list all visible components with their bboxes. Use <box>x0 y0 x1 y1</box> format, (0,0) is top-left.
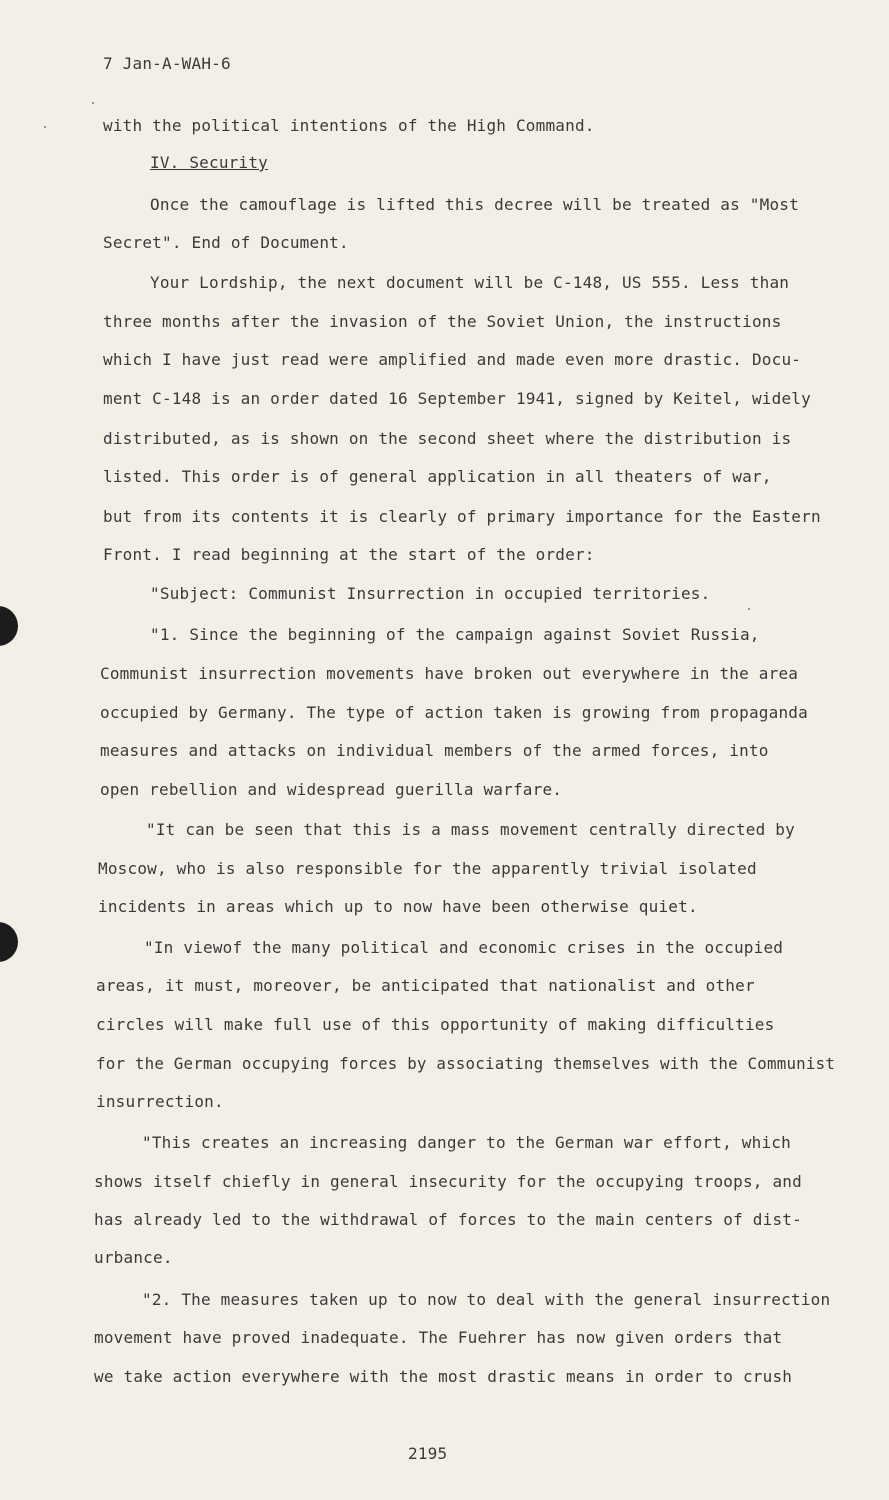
document-reference: 7 Jan-A-WAH-6 <box>103 54 231 73</box>
text-line: movement have proved inadequate. The Fuehrer has now given orders that <box>94 1328 783 1347</box>
text-line: open rebellion and widespread guerilla warfare. <box>100 780 563 799</box>
text-line: has already led to the withdrawal of forces to the main centers of dist- <box>94 1210 802 1229</box>
text-line: which I have just read were amplified and made even more drastic. Docu- <box>103 350 802 369</box>
text-line: circles will make full use of this opportunity of making difficulties <box>96 1015 775 1034</box>
page-number: 2195 <box>408 1444 448 1463</box>
text-line: "This creates an increasing danger to the German war effort, which <box>142 1133 791 1152</box>
text-line: incidents in areas which up to now have been otherwise quiet. <box>98 897 698 916</box>
text-line: areas, it must, moreover, be anticipated that nationalist and other <box>96 976 755 995</box>
text-line: measures and attacks on individual members of the armed forces, into <box>100 741 769 760</box>
text-line: three months after the invasion of the Soviet Union, the instructions <box>103 312 782 331</box>
text-line: "Subject: Communist Insurrection in occupied territories. <box>150 584 711 603</box>
text-line: Communist insurrection movements have broken out everywhere in the area <box>100 664 799 683</box>
speck <box>92 102 94 104</box>
text-line: "1. Since the beginning of the campaign against Soviet Russia, <box>150 625 760 644</box>
text-line: Front. I read beginning at the start of the order: <box>103 545 595 564</box>
speck <box>748 608 750 610</box>
text-line: with the political intentions of the High Command. <box>103 116 595 135</box>
text-line: occupied by Germany. The type of action taken is growing from propaganda <box>100 703 808 722</box>
text-line: urbance. <box>94 1248 173 1267</box>
punch-hole-icon <box>0 922 18 962</box>
text-line: for the German occupying forces by associating themselves with the Communist <box>96 1054 836 1073</box>
text-line: "It can be seen that this is a mass movement centrally directed by <box>146 820 795 839</box>
text-line: shows itself chiefly in general insecurity for the occupying troops, and <box>94 1172 802 1191</box>
text-line: but from its contents it is clearly of primary importance for the Eastern <box>103 507 821 526</box>
text-line: insurrection. <box>96 1092 224 1111</box>
section-heading: IV. Security <box>150 153 268 172</box>
text-line: distributed, as is shown on the second sheet where the distribution is <box>103 429 792 448</box>
text-line: Once the camouflage is lifted this decree will be treated as "Most <box>150 195 799 214</box>
speck <box>44 126 46 128</box>
text-line: "2. The measures taken up to now to deal with the general insurrection <box>142 1290 831 1309</box>
text-line: ment C-148 is an order dated 16 September 1941, signed by Keitel, widely <box>103 389 811 408</box>
punch-hole-icon <box>0 606 18 646</box>
text-line: Your Lordship, the next document will be C-148, US 555. Less than <box>150 273 790 292</box>
text-line: listed. This order is of general application in all theaters of war, <box>103 467 772 486</box>
text-line: Secret". End of Document. <box>103 233 349 252</box>
text-line: "In viewof the many political and economic crises in the occupied <box>144 938 784 957</box>
text-line: we take action everywhere with the most drastic means in order to crush <box>94 1367 793 1386</box>
text-line: Moscow, who is also responsible for the apparently trivial isolated <box>98 859 757 878</box>
